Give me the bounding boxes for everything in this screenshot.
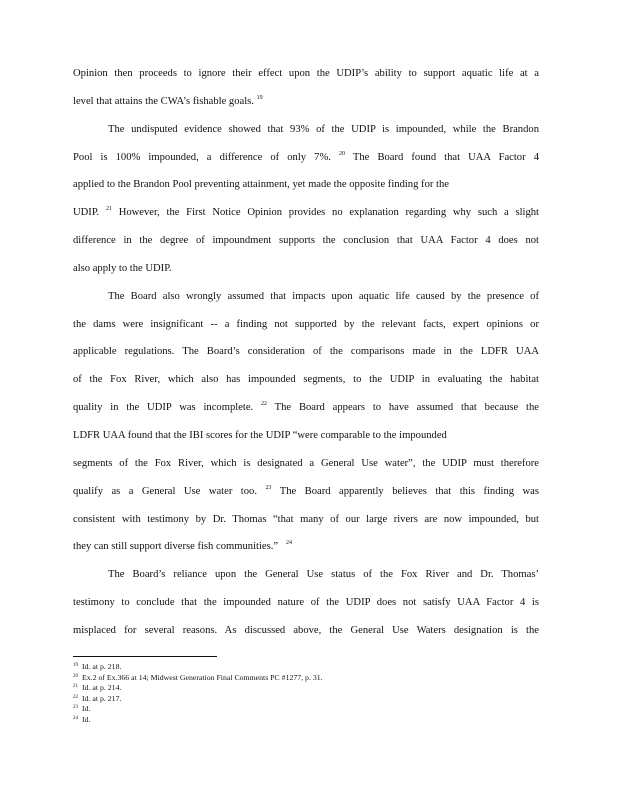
text-line: testimony to conclude that the impounded nature of the UDIP does not satisfy UAA Factor 4 is [73, 597, 539, 609]
text-line: also apply to the UDIP. [73, 262, 172, 274]
footnote: $^{19}$ Id. at p. 218. [73, 662, 122, 671]
text-line: difference in the degree of impoundment supports the conclusion that UAA Factor 4 does not [73, 235, 539, 247]
text-line: segments of the Fox River, which is designated a General Use water”, the UDIP must therefore [73, 457, 539, 469]
footnote-ref[interactable]: 22 [261, 401, 268, 408]
text-line: applied to the Brandon Pool preventing attainment, yet made the opposite finding for the [73, 179, 449, 191]
footnote: $^{21}$ Id. at p. 214. [73, 683, 122, 692]
footnote: $^{20}$ Ex.2 of Ex.366 at 14; Midwest Generation Final Comments PC #1277, p. 31. [73, 672, 323, 682]
footnote-ref[interactable]: 23 [265, 484, 272, 491]
footnote: $^{24}$ Id. [73, 714, 91, 724]
footnote: $^{22}$ Id. at p. 217. [73, 693, 122, 703]
text-line: LDFR UAA found that the IBI scores for the UDIP “were comparable to the impounded [73, 429, 447, 441]
footnotes [73, 662, 539, 725]
text-line: The Board also wrongly assumed that impacts upon aquatic life caused by the presence of [108, 290, 539, 302]
text-line: Pool is 100% impounded, a difference of only 7%. $^{20}$ The Board found that UAA Factor 4 [73, 150, 539, 163]
footnote-ref[interactable]: 19 [256, 94, 263, 101]
text-line: applicable regulations. The Board’s consideration of the comparisons made in the LDFR UAA [73, 346, 539, 358]
text-line: quality in the UDIP was incomplete. $^{22}$ The Board appears to have assumed that because the [73, 401, 539, 414]
text-line: level that attains the CWA’s fishable goals. $^{19}$ [73, 94, 263, 107]
text-line: of the Fox River, which also has impounded segments, to the UDIP in evaluating the habitat [73, 374, 539, 386]
footnote-ref[interactable]: 24 [286, 540, 293, 547]
text-line: they can still support diverse fish communities.” $^{24}$ [73, 540, 293, 553]
footnote: $^{23}$ Id. [73, 704, 91, 713]
text-line: misplaced for several reasons. As discussed above, the General Use Waters designation is the [73, 624, 539, 636]
text-line: the dams were insignificant -- a finding not supported by the relevant facts, expert opinions or [73, 318, 539, 330]
text-line: qualify as a General Use water too. $^{23}$ The Board apparently believes that this finding was [73, 484, 539, 497]
text-line: The undisputed evidence showed that 93% of the UDIP is impounded, while the Brandon [108, 123, 539, 135]
footnote-ref[interactable]: 20 [339, 150, 346, 157]
text-line: The Board’s reliance upon the General Use status of the Fox River and Dr. Thomas’ [108, 569, 539, 581]
text-line: consistent with testimony by Dr. Thomas “that many of our large rivers are now impounded, but [73, 513, 539, 525]
body-text [73, 60, 539, 645]
footnote-ref[interactable]: 21 [105, 206, 112, 213]
footnote-separator [73, 656, 217, 657]
text-line: UDIP. $^{21}$ However, the First Notice Opinion provides no explanation regarding why such a slight [73, 206, 539, 219]
text-line: Opinion then proceeds to ignore their effect upon the UDIP’s ability to support aquatic life at a [73, 68, 539, 79]
